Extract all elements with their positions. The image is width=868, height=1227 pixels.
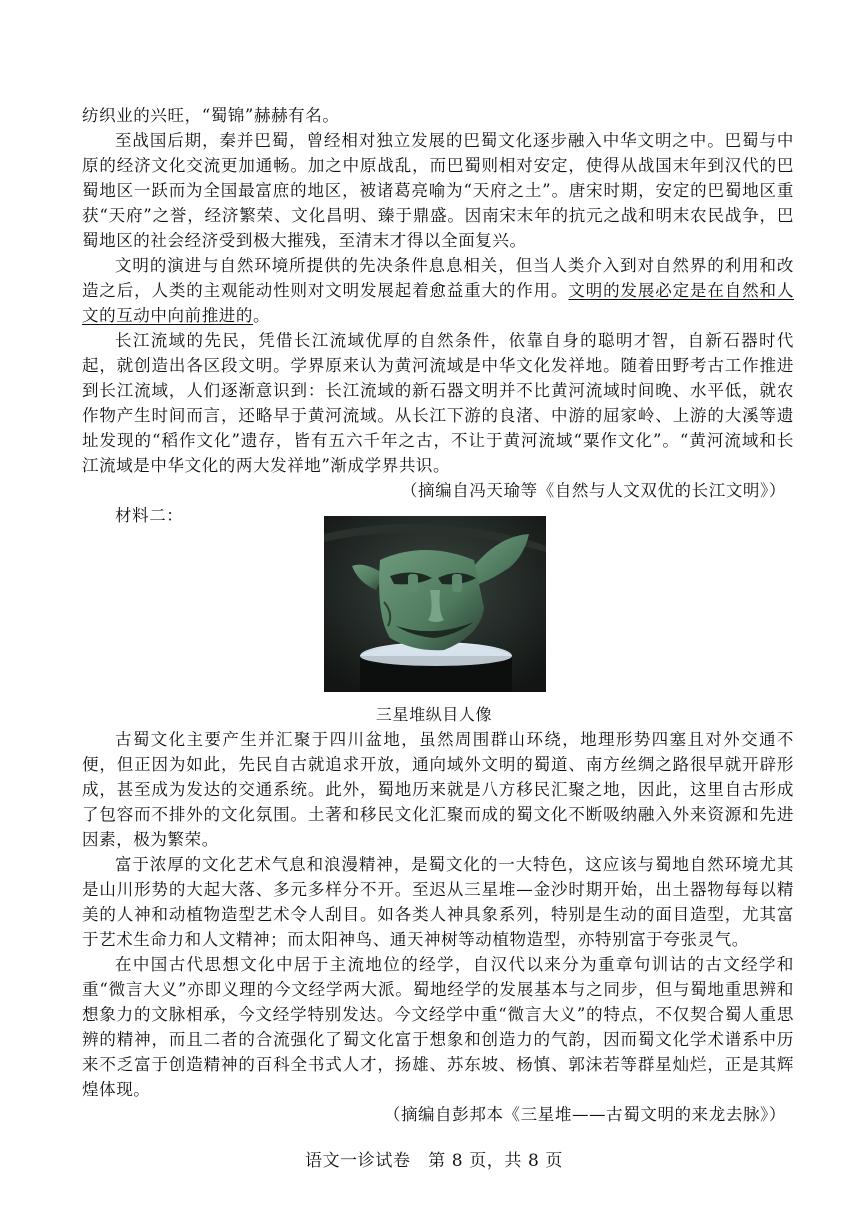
- material-two-label: 材料二：: [115, 506, 184, 525]
- paragraph-yangtze-civilization: 长江流域的先民，凭借长江流域优厚的自然条件，依靠自身的聪明才智，自新石器时代起，就创造出各区段文明。学界原来认为黄河流域是中华文化发祥地。随着田野考古工作推进到长江流域，人们逐渐意识到：长江流域的新石器文明并不比黄河流域时间晚、水平低，就农作物产生时间而言，还略早于黄河流域。从长江下游的良渚、中游的屈家岭、上游的大溪等遗址发现的“稻作文化”遗存，皆有五六千年之古，不让于黄河流域“粟作文化”。“黄河流域和长江流域是中华文化的两大发祥地”渐成学界共识。: [82, 331, 794, 475]
- sanxingdui-mask-photo: [324, 516, 546, 692]
- paragraph-bashu-history: 至战国后期，秦并巴蜀，曾经相对独立发展的巴蜀文化逐步融入中华文明之中。巴蜀与中原的经济文化交流更加通畅。加之中原战乱，而巴蜀则相对安定，使得从战国末年到汉代的巴蜀地区一跃而为全国最富庶的地区，被诸葛亮喻为“天府之土”。唐宋时期，安定的巴蜀地区重获“天府”之誉，经济繁荣、文化昌明、臻于鼎盛。因南宋末年的抗元之战和明末农民战争，巴蜀地区的社会经济受到极大摧残，至清末才得以全面复兴。: [82, 131, 794, 250]
- paragraph-ancient-shu-culture: 古蜀文化主要产生并汇聚于四川盆地，虽然周围群山环绕，地理形势四塞且对外交通不便，但正因为如此，先民自古就追求开放，通向域外文明的蜀道、南方丝绸之路很早就开辟形成，甚至成为发达的交通系统。此外，蜀地历来就是八方移民汇聚之地，因此，这里自古形成了包容而不排外的文化氛围。土著和移民文化汇聚而成的蜀文化不断吸纳融入外来资源和先进因素，极为繁荣。: [82, 730, 794, 849]
- section-one: [82, 103, 794, 528]
- evolution-text: 文明的演进与自然环境所提供的先决条件息息相关，但当人类介入到对自然界的利用和改造之后，人类的主观能动性则对文明发展起着愈益重大的作用。: [82, 256, 794, 300]
- underlined-sentence: 文明的发展必定是在自然和人文的互动中向前推进的: [82, 281, 794, 325]
- paragraph-classical-studies: 在中国古代思想文化中居于主流地位的经学，自汉代以来分为重章句训诂的古文经学和重“微言大义”亦即义理的今文经学两大派。蜀地经学的发展基本与之同步，但与蜀地重思辨和想象力的文脉相承，今文经学特别发达。今文经学中重“微言大义”的特点，不仅契合蜀人重思辨的精神，而且二者的合流强化了蜀文化富于想象和创造力的气韵，因而蜀文化学术谱系中历来不乏富于创造精神的百科全书式人才，扬雄、苏东坡、杨慎、郭沫若等群星灿烂，正是其辉煌体现。: [82, 955, 794, 1099]
- paragraph-romantic-spirit: 富于浓厚的文化艺术气息和浪漫精神，是蜀文化的一大特色，这应该与蜀地自然环境尤其是山川形势的大起大落、多元多样分不开。至迟从三星堆—金沙时期开始，出土器物每每以精美的人神和动植物造型艺术令人刮目。如各类人神具象系列，特别是生动的面目造型，尤其富于艺术生命力和人文精神；而太阳神鸟、通天神树等动植物造型，亦特别富于夸张灵气。: [82, 855, 794, 949]
- source-citation-one: （摘编自冯天瑜等《自然与人文双优的长江文明》）: [400, 481, 786, 500]
- section-two: [82, 727, 794, 1127]
- paragraph-continuation: 纺织业的兴旺，“蜀锦”赫赫有名。: [82, 106, 340, 125]
- source-citation-two: （摘编自彭邦本《三星堆——古蜀文明的来龙去脉》）: [383, 1105, 786, 1124]
- sentence-end: 。: [253, 306, 271, 325]
- bronze-mask-illustration: [324, 516, 546, 692]
- image-caption: 三星堆纵目人像: [375, 705, 493, 724]
- page-footer: 语文一诊试卷 第 8 页，共 8 页: [304, 1151, 564, 1171]
- paragraph-civilization-evolution: [82, 253, 794, 328]
